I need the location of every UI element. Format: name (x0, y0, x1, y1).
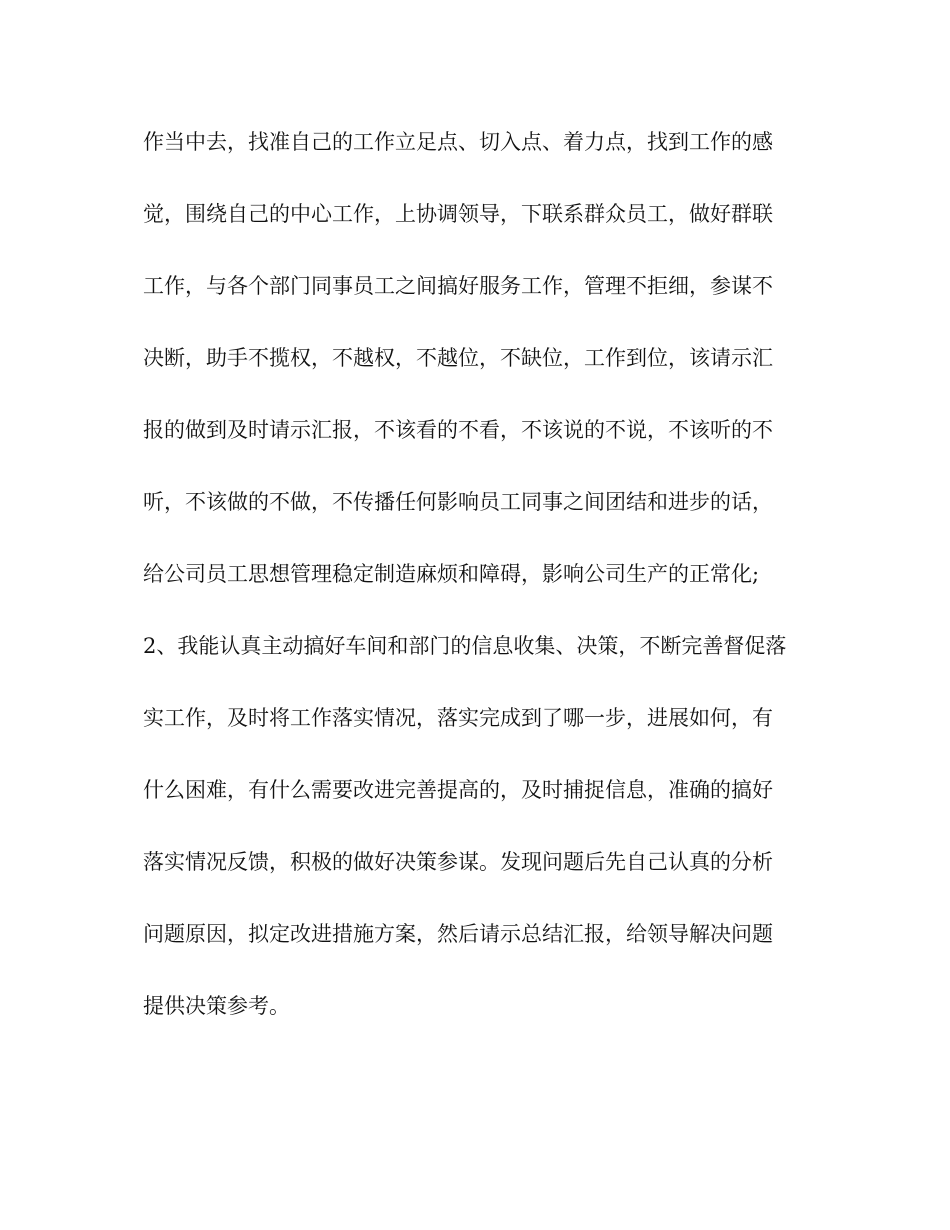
text-line: 工作，与各个部门同事员工之间搞好服务工作，管理不拒细，参谋不 (143, 274, 773, 298)
text-line: 给公司员工思想管理稳定制造麻烦和障碍，影响公司生产的正常化; (143, 562, 760, 586)
text-line: 落实情况反馈，积极的做好决策参谋。发现问题后先自己认真的分析 (143, 850, 773, 874)
text-line: 2、我能认真主动搞好车间和部门的信息收集、决策，不断完善督促落 (143, 634, 787, 658)
text-line: 实工作，及时将工作落实情况，落实完成到了哪一步，进展如何，有 (143, 706, 773, 730)
body-text (143, 124, 823, 1060)
text-line: 觉，围绕自己的中心工作，上协调领导，下联系群众员工，做好群联 (143, 202, 773, 226)
text-line: 听，不该做的不做，不传播任何影响员工同事之间团结和进步的话， (143, 490, 773, 514)
text-line: 什么困难，有什么需要改进完善提高的，及时捕捉信息，准确的搞好 (143, 778, 773, 802)
text-line: 作当中去，找准自己的工作立足点、切入点、着力点，找到工作的感 (143, 130, 773, 154)
text-line: 决断，助手不揽权，不越权，不越位，不缺位，工作到位，该请示汇 (143, 346, 773, 370)
text-line: 问题原因，拟定改进措施方案，然后请示总结汇报，给领导解决问题 (143, 922, 773, 946)
text-line: 提供决策参考。 (143, 994, 290, 1018)
text-line: 报的做到及时请示汇报，不该看的不看，不该说的不说，不该听的不 (143, 418, 773, 442)
